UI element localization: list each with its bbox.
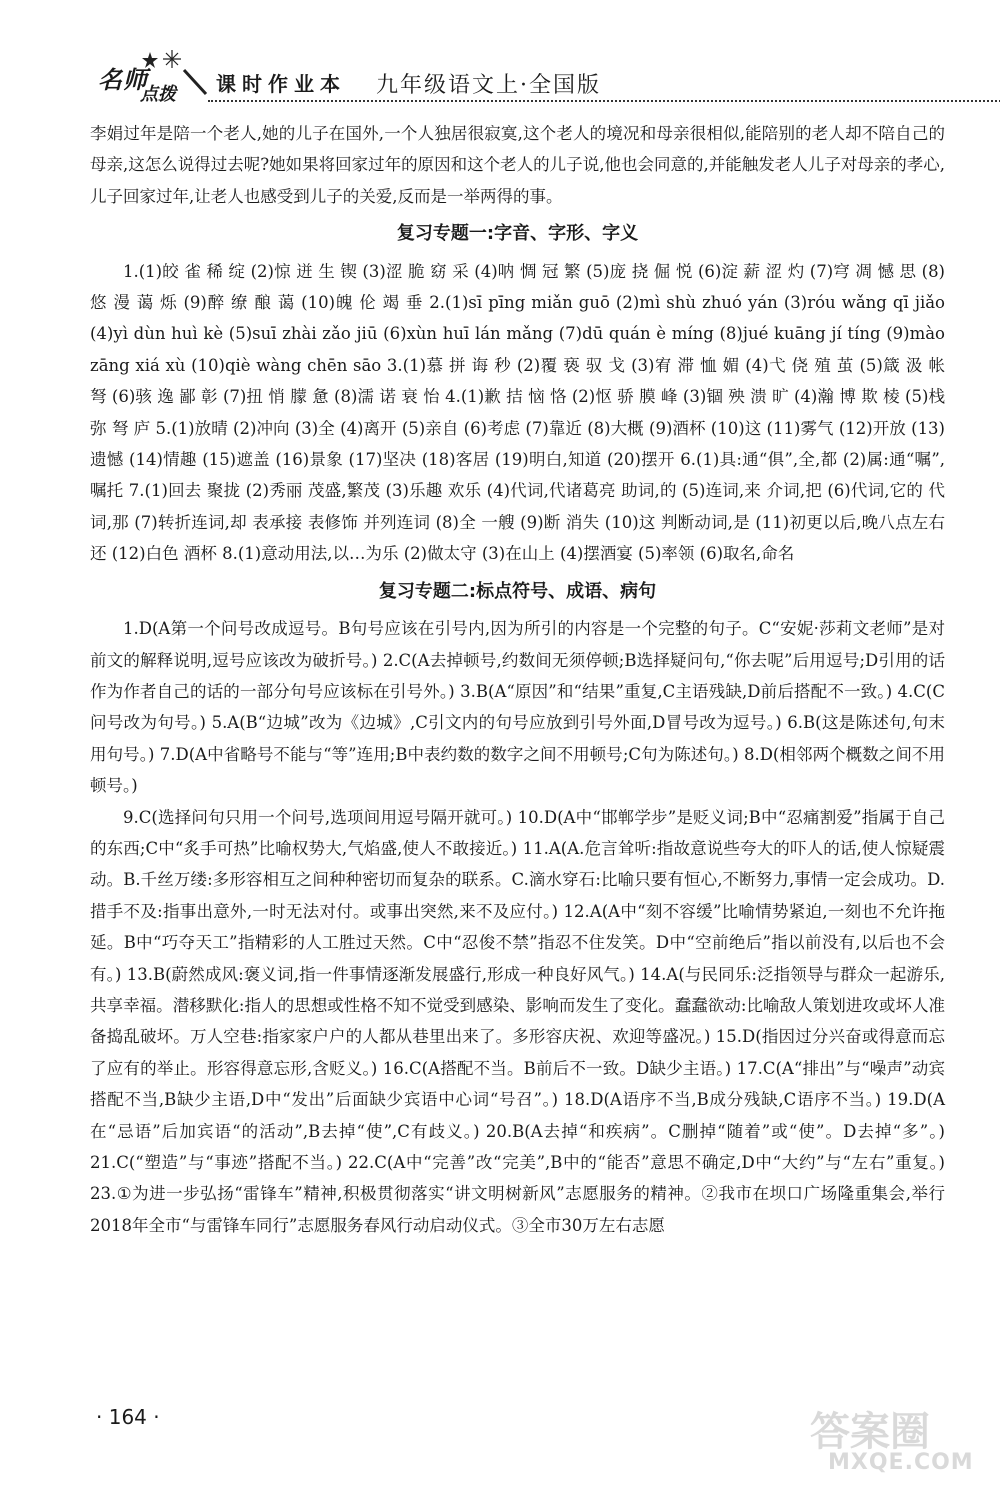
book-subtitle: 九年级语文上·全国版 (376, 73, 601, 98)
header-divider (208, 100, 1000, 102)
page-content (90, 118, 945, 1241)
watermark-text: 答案圈 (810, 1408, 930, 1455)
publisher-logo (88, 46, 208, 105)
page-header (88, 38, 948, 108)
section2-paragraph-2: 9.C(选择问句只用一个问号,选项间用逗号隔开就可。) 10.D(A中“邯郸学步”是贬义词;B中“忍痛割爱”指属于自己的东西;C中“炙手可热”比喻权势大,气焰盛,使人不敢接近。) 11.A(A.危言耸听:指故意说些夸大的吓人的话,使人惊疑震动。B.千丝万缕:多形容相互之间种种密切而复杂的联系。C.滴水穿石:比喻只要有恒心,不断努力,事情一定会成功。D.措手不及:指事出意外,一时无法对付。或事出突然,来不及应付。) 12.A(A中“刻不容缓”比喻情势紧迫,一刻也不允许拖延。B中“巧夺天工”指精彩的人工胜过天然。C中“忍俊不禁”指忍不住发笑。D中“空前绝后”指以前没有,以后也不会有。) 13.B(蔚然成风:褒义词,指一件事情逐渐发展盛行,形成一种良好风气。) 14.A(与民同乐:泛指领导与群众一起游乐,共享幸福。潜移默化:指人的思想或性格不知不觉受到感染、影响而发生了变化。蠢蠢欲动:比喻敌人策划进攻或坏人准备捣乱破坏。万人空巷:指家家户户的人都从巷里出来了。多形容庆祝、欢迎等盛况。) 15.D(指因过分兴奋或得意而忘了应有的举止。形容得意忘形,含贬义。) 16.C(A搭配不当。B前后不一致。D缺少主语。) 17.C(A“排出”与“噪声”动宾搭配不当,B缺少主语,D中“发出”后面缺少宾语中心词“号召”。) 18.D(A语序不当,B成分残缺,C语序不当。) 19.D(A在“忌语”后加宾语“的活动”,B去掉“使”,C有歧义。) 20.B(A去掉“和疾病”。C删掉“随着”或“使”。D去掉“多”。) 21.C(“塑造”与“事迹”搭配不当。) 22.C(A中“完善”改“完美”,B中的“能否”意思不确定,D中“大约”与“左右”重复。) 23.①为进一步弘扬“雷锋车”精神,积极贯彻落实“讲文明树新风”志愿服务的精神。②我市在坝口广场隆重集会,举行2018年全市“与雷锋车同行”志愿服务春风行动启动仪式。③全市30万左右志愿 (90, 807, 945, 1235)
section1-title: 复习专题一:字音、字形、字义 (396, 223, 639, 245)
watermark-url: MXQE.COM (828, 1450, 974, 1475)
logo-text: 名师 (98, 65, 148, 94)
section2-paragraph-1: 1.D(A第一个问号改成逗号。B句号应该在引号内,因为所引的内容是一个完整的句子。C“安妮·莎莉文老师”是对前文的解释说明,逗号应该改为破折号。) 2.C(A去掉顿号,约数间无须停顿;B选择疑问句,“你去呢”后用逗号;D引用的话作为作者自己的话的一部分句号应该标在引号外。) 3.B(A“原因”和“结果”重复,C主语残缺,D前后搭配不一致。) 4.C(C问号改为句号。) 5.A(B“边城”改为《边城》,C引文内的句号应放到引号外面,D冒号改为逗号。) 6.B(这是陈述句,句末用句号。) 7.D(A中省略号不能与“等”连用;B中表约数的数字之间不用顿号;C句为陈述句。) 8.D(相邻两个概数之间不用顿号。) (90, 619, 945, 796)
watermark (800, 1400, 990, 1480)
page-number: · 164 · (96, 1405, 160, 1429)
series-title: 课时作业本 (216, 72, 346, 96)
intro-paragraph: 李娟过年是陪一个老人,她的儿子在国外,一个人独居很寂寞,这个老人的境况和母亲很相似,能陪别的老人却不陪自己的母亲,这怎么说得过去呢?她如果将回家过年的原因和这个老人的儿子说,他也会同意的,并能触发老人儿子对母亲的孝心,儿子回家过年,让老人也感受到儿子的关爱,反而是一举两得的事。 (90, 124, 945, 206)
section2-title: 复习专题二:标点符号、成语、病句 (378, 580, 657, 602)
logo-text-secondary: 点拨 (140, 84, 176, 105)
section1-body: 1.(1)皎 雀 稀 绽 (2)惊 迸 生 锲 (3)涩 脆 窈 采 (4)呐 惆 冠 繁 (5)庞 挠 倔 悦 (6)淀 薪 涩 灼 (7)穹 凋 憾 思 (8)悠 漫 蔼 烁 (9)醉 缭 酿 蔼 (10)魄 伦 竭 垂 2.(1)sī pīng miǎn guō (2)mì shù zhuó yán (3)róu wǎng qī jiǎo (4)yì dùn huì kè (5)suī zhài zǎo jiū (6)xùn huī lán mǎng (7)dū quán è míng (8)jué kuāng jí tíng (9)mào zāng xiá xù (10)qiè wàng chēn sāo 3.(1)慕 拼 诲 秒 (2)覆 亵 驭 戈 (3)宥 滞 恤 媚 (4)弋 侥 殖 茧 (5)箴 汲 帐 弩 (6)骇 逸 鄙 彰 (7)扭 悄 朦 惫 (8)濡 诺 衰 怡 4.(1)歉 拮 恼 恪 (2)怄 骄 膜 峰 (3)锢 殃 溃 旷 (4)瀚 博 欺 棱 (5)栈 弥 弩 庐 5.(1)放晴 (2)冲向 (3)全 (4)离开 (5)亲自 (6)考虑 (7)靠近 (8)大概 (9)酒杯 (10)这 (11)雾气 (12)开放 (13)遗憾 (14)情趣 (15)遮盖 (16)景象 (17)坚决 (18)客居 (19)明白,知道 (20)摆开 6.(1)具:通“俱”,全,都 (2)属:通“嘱”,嘱托 7.(1)回去 聚拢 (2)秀丽 茂盛,繁茂 (3)乐趣 欢乐 (4)代词,代诸葛亮 助词,的 (5)连词,来 介词,把 (6)代词,它的 代词,那 (7)转折连词,却 表承接 表修饰 并列连词 (8)全 一艘 (9)断 消失 (10)这 判断动词,是 (11)初更以后,晚八点左右 还 (12)白色 酒杯 8.(1)意动用法,以…为乐 (2)做太守 (3)在山上 (4)摆酒宴 (5)率领 (6)取名,命名 (90, 261, 945, 564)
